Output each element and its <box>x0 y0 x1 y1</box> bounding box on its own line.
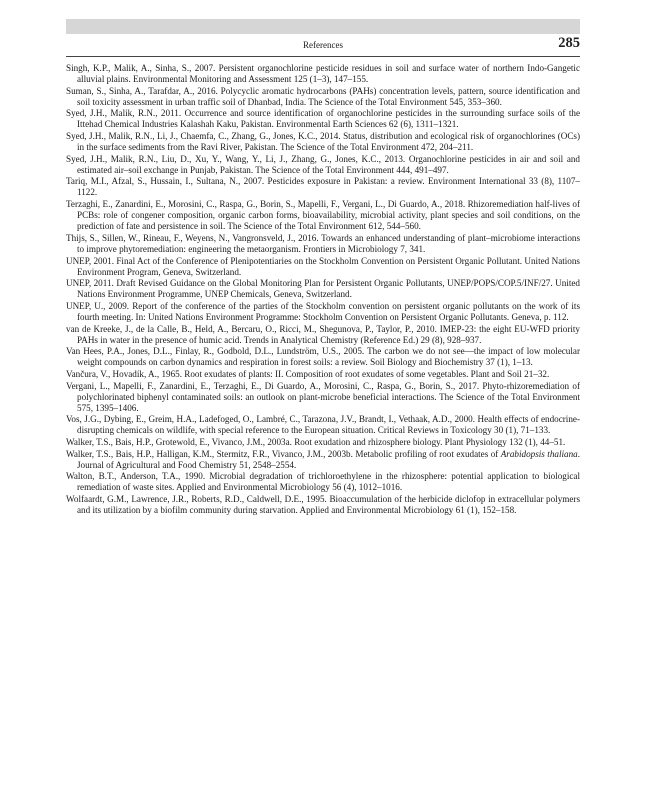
reference-entry: Tariq, M.I., Afzal, S., Hussain, I., Sultana, N., 2007. Pesticides exposure in Pakistan: a review. Environment International 33 (8), 1107–1122. <box>66 176 580 198</box>
reference-entry: Suman, S., Sinha, A., Tarafdar, A., 2016. Polycyclic aromatic hydrocarbons (PAHs) concentration levels, pattern, source identification and soil toxicity assessment in urban traffic soil of Dhanbad, India. The Science of the Total Environment 545, 353–360. <box>66 85 580 107</box>
header-rule <box>66 56 580 57</box>
reference-text: Walker, T.S., Bais, H.P., Halligan, K.M., Stermitz, F.R., Vivanco, J.M., 2003b. Metabolic profiling of root exudates of <box>66 448 501 459</box>
header-bar <box>66 19 580 34</box>
reference-entry: Walker, T.S., Bais, H.P., Grotewold, E., Vivanco, J.M., 2003a. Root exudation and rhizosphere biology. Plant Physiology 132 (1), 44–51. <box>66 437 566 448</box>
reference-species-name: Arabidopsis thaliana <box>500 448 578 459</box>
reference-entry: Syed, J.H., Malik, R.N., Liu, D., Xu, Y., Wang, Y., Li, J., Zhang, G., Jones, K.C., 2013. Organochlorine pesticides in air and soil and estimated air–soil exchange in Punjab, Pakistan. The Science of the Total Environment 444, 491–497. <box>66 153 580 175</box>
reference-entry: van de Kreeke, J., de la Calle, B., Held, A., Bercaru, O., Ricci, M., Shegunova, P., Taylor, P., 2010. IMEP-23: the eight EU-WFD priority PAHs in water in the presence of humic acid. Trends in Analytical Chemistry (Reference Ed.) 29 (8), 928–937. <box>66 323 580 345</box>
running-head: References <box>303 40 343 50</box>
reference-entry: Terzaghi, E., Zanardini, E., Morosini, C., Raspa, G., Borin, S., Mapelli, F., Vergani, L., Di Guardo, A., 2018. Rhizoremediation half-lives of PCBs: role of congener composition, organic carbon forms, bioavailability, microbial activity, plant species and soil conditions, on the prediction of fate and persistence in soil. The Science of the Total Environment 612, 544–560. <box>66 199 580 232</box>
reference-entry: Syed, J.H., Malik, R.N., 2011. Occurrence and source identification of organochlorine pesticides in the surrounding surface soils of the Ittehad Chemical Industries Kalashah Kaku, Pakistan. Environmental Earth Sciences 62 (6), 1311–1321. <box>66 108 580 130</box>
reference-entry: Walton, B.T., Anderson, T.A., 1990. Microbial degradation of trichloroethylene in the rhizosphere: potential application to biological remediation of waste sites. Applied and Environmental Microbiology 56 (4), 1012–1016. <box>66 471 580 493</box>
reference-list <box>66 63 580 517</box>
reference-entry <box>66 449 580 471</box>
reference-entry: Vančura, V., Hovadík, A., 1965. Root exudates of plants: II. Composition of root exudates of some vegetables. Plant and Soil 21–32. <box>66 368 550 379</box>
reference-entry: Thijs, S., Sillen, W., Rineau, F., Weyens, N., Vangronsveld, J., 2016. Towards an enhanced understanding of plant–microbiome interactions to improve phytoremediation: engineering the metaorganism. Frontiers in Microbiology 7, 341. <box>66 232 580 254</box>
reference-entry: Wolfaardt, G.M., Lawrence, J.R., Roberts, R.D., Caldwell, D.E., 1995. Bioaccumulation of the herbicide diclofop in extracellular polymers and its utilization by a biofilm community during starvation. Applied and Environmental Microbiology 61 (1), 152–158. <box>66 494 580 516</box>
reference-entry: Vos, J.G., Dybing, E., Greim, H.A., Ladefoged, O., Lambré, C., Tarazona, J.V., Brandt, I., Vethaak, A.D., 2000. Health effects of endocrine-disrupting chemicals on wildlife, with special reference to the European situation. Critical Reviews in Toxicology 30 (1), 71–133. <box>66 414 580 436</box>
reference-entry: Syed, J.H., Malik, R.N., Li, J., Chaemfa, C., Zhang, G., Jones, K.C., 2014. Status, distribution and ecological risk of organochlorines (OCs) in the surface sediments from the Ravi River, Pakistan. The Science of the Total Environment 472, 204–211. <box>66 131 580 153</box>
reference-entry: Singh, K.P., Malik, A., Sinha, S., 2007. Persistent organochlorine pesticide residues in soil and surface water of northern Indo-Gangetic alluvial plains. Environmental Monitoring and Assessment 125 (1–3), 147–155. <box>66 63 580 85</box>
reference-entry: UNEP, 2011. Draft Revised Guidance on the Global Monitoring Plan for Persistent Organic Pollutants, UNEP/POPS/COP.5/INF/27. United Nations Environment Programme, UNEP Chemicals, Geneva, Switzerland. <box>66 278 580 300</box>
reference-entry: UNEP, U., 2009. Report of the conference of the parties of the Stockholm convention on persistent organic pollutants on the work of its fourth meeting. In: United Nations Environment Programme: Stockholm Convention on Persistent Organic Pollutants. Geneva, p. 112. <box>66 300 580 322</box>
reference-entry: Van Hees, P.A., Jones, D.L., Finlay, R., Godbold, D.L., Lundström, U.S., 2005. The carbon we do not see—the impact of low molecular weight compounds on carbon dynamics and respiration in forest soils: a review. Soil Biology and Biochemistry 37 (1), 1–13. <box>66 346 580 368</box>
reference-entry: UNEP, 2001. Final Act of the Conference of Plenipotentiaries on the Stockholm Convention on Persistent Organic Pollutant. United Nations Environment Program, Geneva, Switzerland. <box>66 255 580 277</box>
reference-text: . Journal of Agricultural and Food Chemistry 51, 2548–2554. <box>77 448 580 470</box>
reference-entry: Vergani, L., Mapelli, F., Zanardini, E., Terzaghi, E., Di Guardo, A., Morosini, C., Raspa, G., Borin, S., 2017. Phyto-rhizoremediation of polychlorinated biphenyl contaminated soils: an outlook on plant-microbe beneficial interactions. The Science of the Total Environment 575, 1395–1406. <box>66 380 580 413</box>
page-number: 285 <box>558 35 580 51</box>
